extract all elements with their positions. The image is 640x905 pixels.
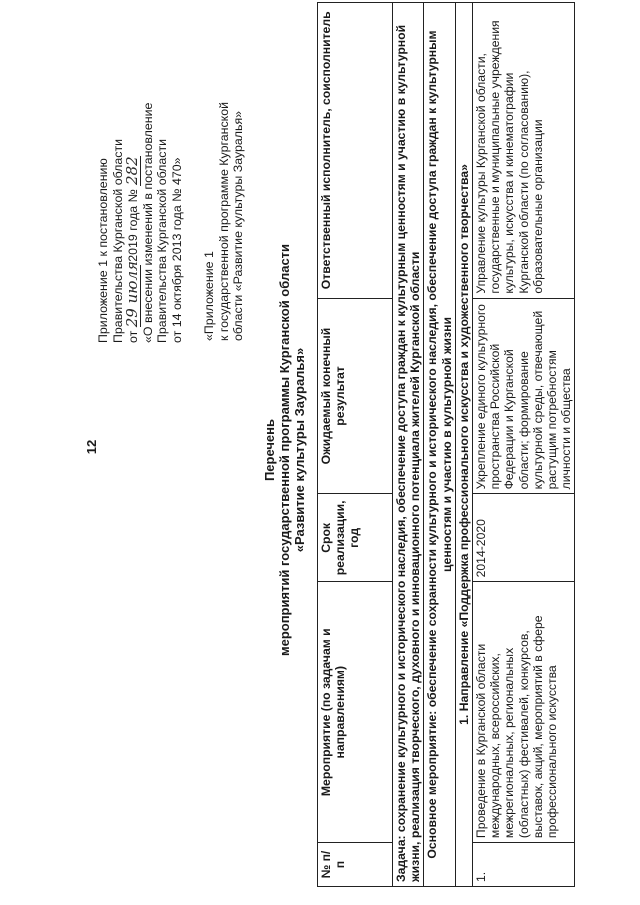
appendix-line: Правительства Курганской области [110, 138, 125, 343]
header-result: Ожидаемый конечный результат [318, 298, 393, 494]
appendix-line: от 14 октября 2013 года № 470» [169, 157, 184, 343]
title-line: «Развитие культуры Зауралья» [292, 347, 307, 553]
appendix2-line: «Приложение 1 [202, 251, 216, 341]
table-row [473, 3, 575, 887]
page-number: 12 [84, 439, 99, 455]
date-prefix: от [126, 330, 141, 343]
table-header-row [318, 3, 393, 887]
header-term: Срок реализации, год [318, 494, 393, 582]
task-row [393, 3, 424, 887]
appendix2-line: к государственной программе Курганской [216, 101, 231, 341]
row-event: Проведение в Курганской области международных, всероссийских, межрегиональных, региональных (областных) фестивалей, конкурсов, выставок, акций, мероприятий в сфере профессионального искусства [473, 582, 575, 843]
row-result: Укрепление единого культурного пространства Российской Федерации и Курганской области; формирование культурной среды, отвечающей растущим потребностям личности и общества [473, 298, 575, 494]
program-appendix-block [202, 21, 246, 341]
date-year: 2019 года № [126, 189, 141, 262]
direction-row [455, 3, 472, 887]
header-event: Мероприятие (по задачам и направлениям) [318, 582, 393, 843]
task-cell: Задача: сохранение культурного и исторического наследия, обеспечение доступа граждан к культурным ценностям и участию в культурной жизни, реализация творческого, духовного и инновационного потенциала жителей Курганской области [393, 3, 424, 887]
appendix-block [96, 13, 185, 343]
events-table [317, 2, 575, 887]
basic-event-row [424, 3, 455, 887]
header-num: № п/п [318, 843, 393, 887]
handwritten-date: 29 июля [123, 261, 142, 328]
appendix-line: «О внесении изменений в постановление [140, 102, 155, 343]
header-executor: Ответственный исполнитель, соисполнитель [318, 3, 393, 299]
appendix2-line: области «Развитие культуры Зауралья» [231, 110, 246, 341]
title-line: мероприятий государственной программы Курганской области [277, 243, 292, 657]
title-line: Перечень [262, 418, 277, 482]
appendix-line: Правительства Курганской области [155, 138, 170, 343]
row-executor: Управление культуры Курганской области, государственные и муниципальные учреждения культуры, искусства и кинематографии Курганской области (по согласованию), образовательные организации [473, 3, 575, 299]
appendix-line: Приложение 1 к постановлению [96, 158, 110, 343]
direction-cell: 1. Направление «Поддержка профессионального искусства и художественного творчества» [455, 3, 472, 887]
basic-event-cell: Основное мероприятие: обеспечение сохранности культурного и исторического наследия, обеспечение доступа граждан к культурным ценностям и участию в культурной жизни [424, 3, 455, 887]
document-title [262, 145, 307, 755]
handwritten-number: 282 [123, 156, 142, 185]
appendix-date-line [125, 13, 141, 343]
row-term: 2014-2020 [473, 494, 575, 582]
row-num: 1. [473, 843, 575, 887]
